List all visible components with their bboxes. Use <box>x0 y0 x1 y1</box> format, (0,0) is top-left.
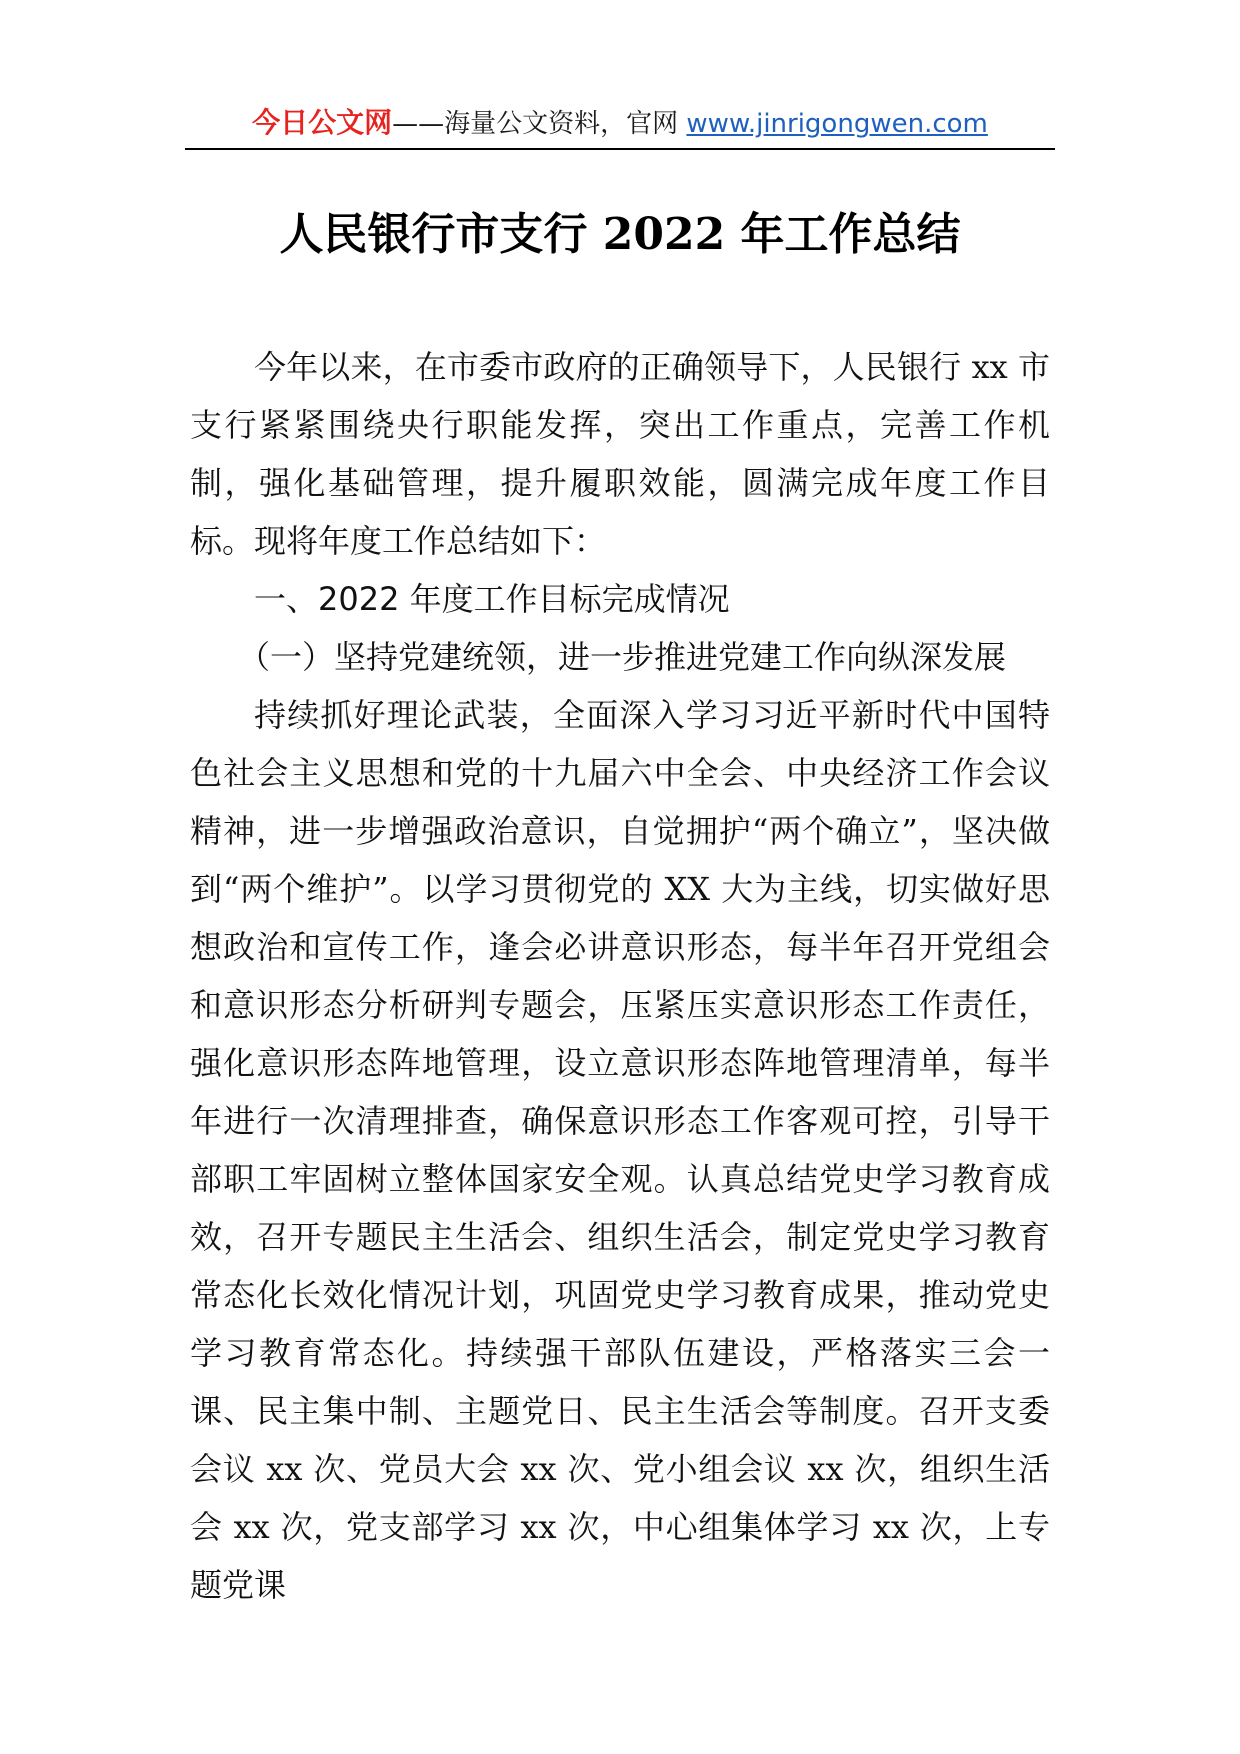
intro-paragraph: 今年以来，在市委市政府的正确领导下，人民银行 xx 市支行紧紧围绕央行职能发挥，突出工作重点，完善工作机制，强化基础管理，提升履职效能，圆满完成年度工作目标。现将年度工作总结如下： <box>190 348 1050 560</box>
section-heading: 一、2022 年度工作目标完成情况 <box>254 580 730 618</box>
site-description: 海量公文资料，官网 <box>444 109 687 139</box>
header-dash: —— <box>392 109 445 139</box>
body-paragraph: 持续抓好理论武装，全面深入学习习近平新时代中国特色社会主义思想和党的十九届六中全会、中央经济工作会议精神，进一步增强政治意识，自觉拥护“两个确立”，坚决做到“两个维护”。以学习贯彻党的 XX 大为主线，切实做好思想政治和宣传工作，逢会必讲意识形态，每半年召开党组会和意识形态分析研判专题会，压紧压实意识形态工作责任，强化意识形态阵地管理，设立意识形态阵地管理清单，每半年进行一次清理排查，确保意识形态工作客观可控，引导干部职工牢固树立整体国家安全观。认真总结党史学习教育成效，召开专题民主生活会、组织生活会，制定党史学习教育常态化长效化情况计划，巩固党史学习教育成果，推动党史学习教育常态化。持续强干部队伍建设，严格落实三会一课、民主集中制、主题党日、民主生活会等制度。召开支委会议 xx 次、党员大会 xx 次、党小组会议 xx 次，组织生活会 xx 次，党支部学习 xx 次，中心组集体学习 xx 次，上专题党课 <box>190 696 1050 1604</box>
document-body <box>190 338 1050 1614</box>
site-name: 今日公文网 <box>252 106 393 139</box>
header-divider <box>185 148 1055 150</box>
document-title: 人民银行市支行 2022 年工作总结 <box>279 209 961 260</box>
site-url-link[interactable]: www.jinrigongwen.com <box>686 109 988 139</box>
site-header <box>185 98 1055 148</box>
subsection-heading: （一）坚持党建统领，进一步推进党建工作向纵深发展 <box>238 638 1007 676</box>
